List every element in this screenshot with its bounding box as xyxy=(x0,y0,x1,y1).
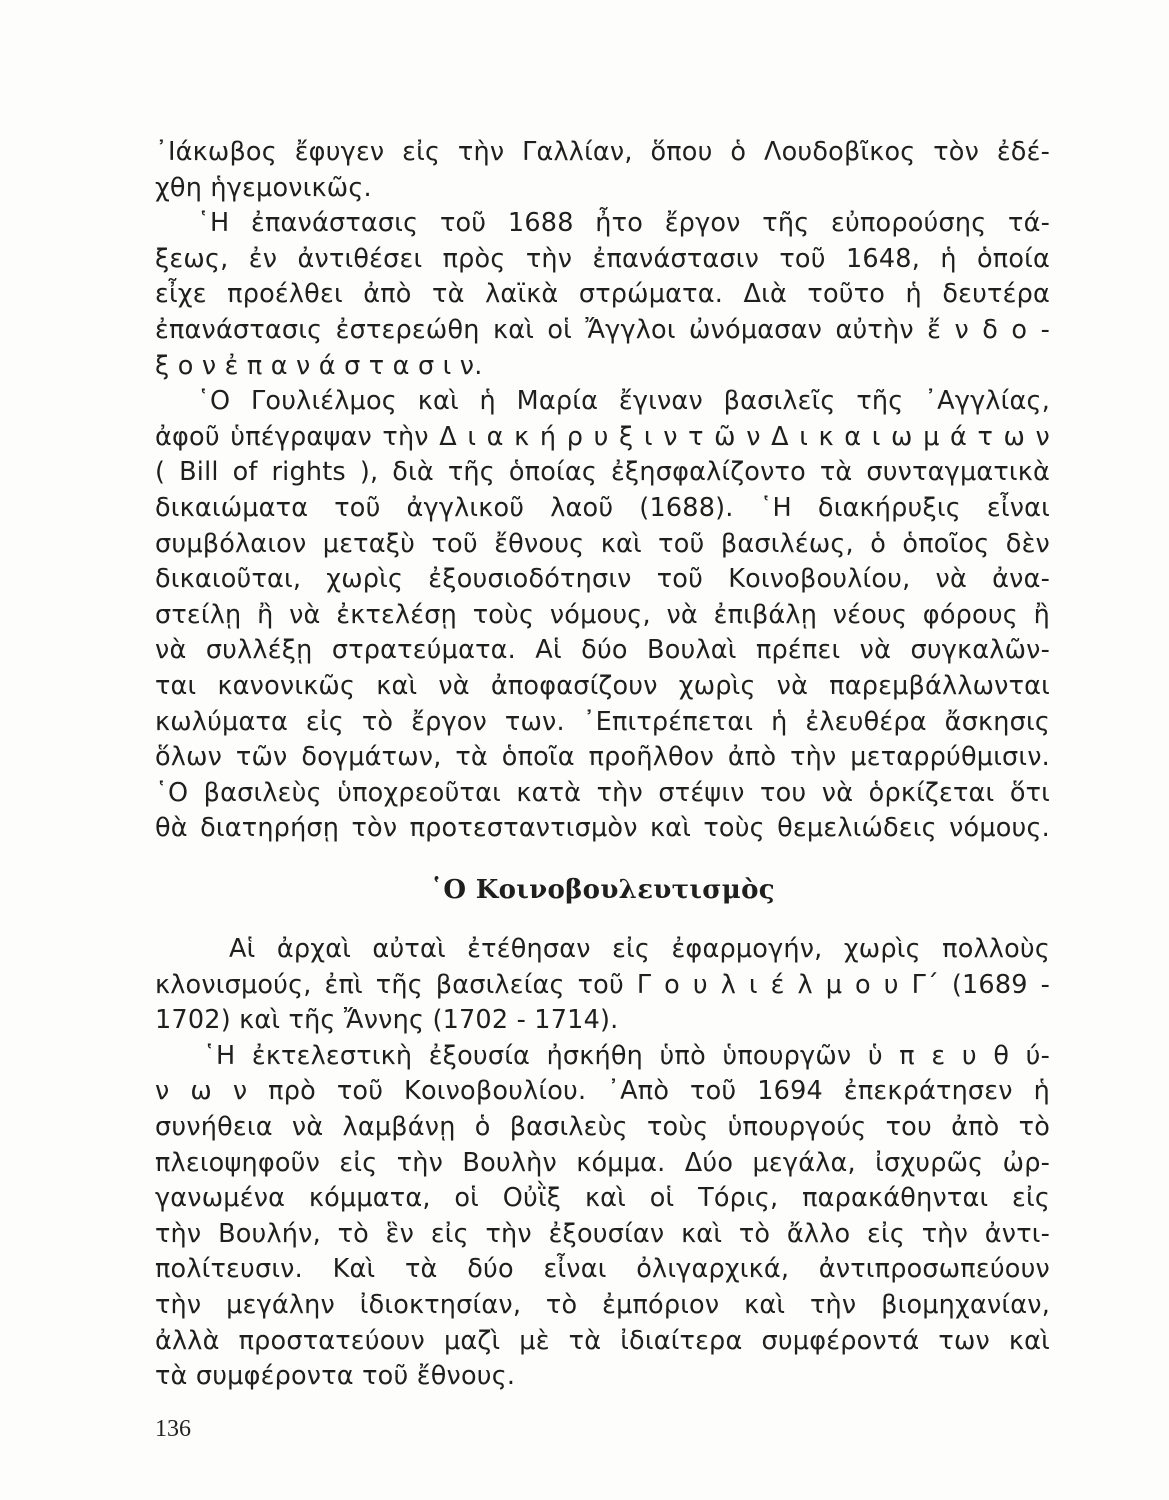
text-line: Αἱ ἀρχαὶ αὐταὶ ἐτέθησαν εἰς ἐφαρμογήν, χωρὶς πολλοὺς xyxy=(229,934,1050,964)
text-line: ὅλων τῶν δογμάτων, τὰ ὁποῖα προῆλθον ἀπὸ τὴν μεταρρύθμισιν. xyxy=(155,742,1050,773)
text-line: ἀφοῦ ὑπέγραψαν τὴν Δ ι α κ ή ρ υ ξ ι ν τ ῶ ν Δ ι κ α ι ω μ ά τ ω ν xyxy=(155,421,1050,452)
text-block-top xyxy=(155,135,1050,847)
section-heading: ῾Ο Κοινοβουλευτισμὸς xyxy=(430,875,775,905)
text-line: ται κανονικῶς καὶ νὰ ἀποφασίζουν χωρὶς νὰ παρεμβάλλωνται xyxy=(155,670,1050,701)
text-line: θὰ διατηρήσῃ τὸν προτεσταντισμὸν καὶ τοὺς θεμελιώδεις νόμους. xyxy=(155,813,1050,844)
text-line: εἶχε προέλθει ἀπὸ τὰ λαϊκὰ στρώματα. Διὰ τοῦτο ἡ δευτέρα xyxy=(155,279,1050,310)
text-line: ἀλλὰ προστατεύουν μαζὶ μὲ τὰ ἰδιαίτερα συμφέροντά των καὶ xyxy=(155,1325,1050,1356)
text-line: ξ ο ν ἐ π α ν ά σ τ α σ ι ν. xyxy=(155,350,483,381)
text-line: γανωμένα κόμματα, οἱ Οὐῒξ καὶ οἱ Τόρις, παρακάθηνται εἰς xyxy=(155,1183,1050,1214)
text-line: στείλῃ ἢ νὰ ἐκτελέσῃ τοὺς νόμους, νὰ ἐπιβάλῃ νέους φόρους ἢ xyxy=(155,599,1050,630)
text-line: ῾Η ἐκτελεστικὴ ἐξουσία ἠσκήθη ὑπὸ ὑπουργῶν ὑ π ε υ θ ύ- xyxy=(203,1040,1050,1071)
text-line: 1702) καὶ τῆς Ἄννης (1702 - 1714). xyxy=(155,1005,619,1036)
text-line: κωλύματα εἰς τὸ ἔργον των. ᾿Επιτρέπεται ἡ ἐλευθέρα ἄσκησις xyxy=(155,706,1050,737)
text-block-bottom xyxy=(155,932,1050,1395)
text-line: ( Bill of rights ), διὰ τῆς ὁποίας ἐξησφαλίζοντο τὰ συνταγματικὰ xyxy=(155,457,1050,488)
text-line: ῾Ο βασιλεὺς ὑποχρεοῦται κατὰ τὴν στέψιν του νὰ ὁρκίζεται ὅτι xyxy=(155,777,1050,808)
text-line: συμβόλαιον μεταξὺ τοῦ ἔθνους καὶ τοῦ βασιλέως, ὁ ὁποῖος δὲν xyxy=(155,528,1050,559)
text-line: νὰ συλλέξῃ στρατεύματα. Αἱ δύο Βουλαὶ πρέπει νὰ συγκαλῶν- xyxy=(155,635,1050,666)
text-line: ῾Ο Γουλιέλμος καὶ ἡ Μαρία ἔγιναν βασιλεῖς τῆς ᾿Αγγλίας, xyxy=(197,386,1050,417)
text-line: ξεως, ἐν ἀντιθέσει πρὸς τὴν ἐπανάστασιν τοῦ 1648, ἡ ὁποία xyxy=(155,243,1050,274)
text-line: δικαιώματα τοῦ ἀγγλικοῦ λαοῦ (1688). ῾Η διακήρυξις εἶναι xyxy=(155,492,1050,523)
text-line: κλονισμούς, ἐπὶ τῆς βασιλείας τοῦ Γ ο υ λ ι έ λ μ ο υ Γ΄ (1689 - xyxy=(155,969,1050,1000)
text-line: ἐπανάστασις ἐστερεώθη καὶ οἱ Ἄγγλοι ὠνόμασαν αὐτὴν ἔ ν δ ο - xyxy=(155,314,1050,345)
text-line: χθη ἡγεμονικῶς. xyxy=(155,172,372,203)
text-line: συνήθεια νὰ λαμβάνῃ ὁ βασιλεὺς τοὺς ὑπουργούς του ἀπὸ τὸ xyxy=(155,1111,1050,1142)
text-line: τὴν μεγάλην ἰδιοκτησίαν, τὸ ἐμπόριον καὶ τὴν βιομηχανίαν, xyxy=(155,1289,1050,1320)
text-line: ν ω ν πρὸ τοῦ Κοινοβουλίου. ᾿Απὸ τοῦ 1694 ἐπεκράτησεν ἡ xyxy=(155,1076,1050,1107)
text-line: πλειοψηφοῦν εἰς τὴν Βουλὴν κόμμα. Δύο μεγάλα, ἰσχυρῶς ὠρ- xyxy=(155,1147,1050,1178)
page-number: 136 xyxy=(155,1416,191,1442)
text-line: πολίτευσιν. Καὶ τὰ δύο εἶναι ὀλιγαρχικά, ἀντιπροσωπεύουν xyxy=(155,1254,1050,1285)
text-line: ῾Η ἐπανάστασις τοῦ 1688 ἦτο ἔργον τῆς εὐπορούσης τά- xyxy=(197,208,1050,239)
text-line: δικαιοῦται, χωρὶς ἐξουσιοδότησιν τοῦ Κοινοβουλίου, νὰ ἀνα- xyxy=(155,564,1050,595)
text-line: τὴν Βουλήν, τὸ ἓν εἰς τὴν ἐξουσίαν καὶ τὸ ἄλλο εἰς τὴν ἀντι- xyxy=(155,1218,1050,1249)
text-line: τὰ συμφέροντα τοῦ ἔθνους. xyxy=(155,1361,516,1392)
text-line: ᾿Ιάκωβος ἔφυγεν εἰς τὴν Γαλλίαν, ὅπου ὁ Λουδοβῖκος τὸν ἐδέ- xyxy=(155,137,1050,167)
